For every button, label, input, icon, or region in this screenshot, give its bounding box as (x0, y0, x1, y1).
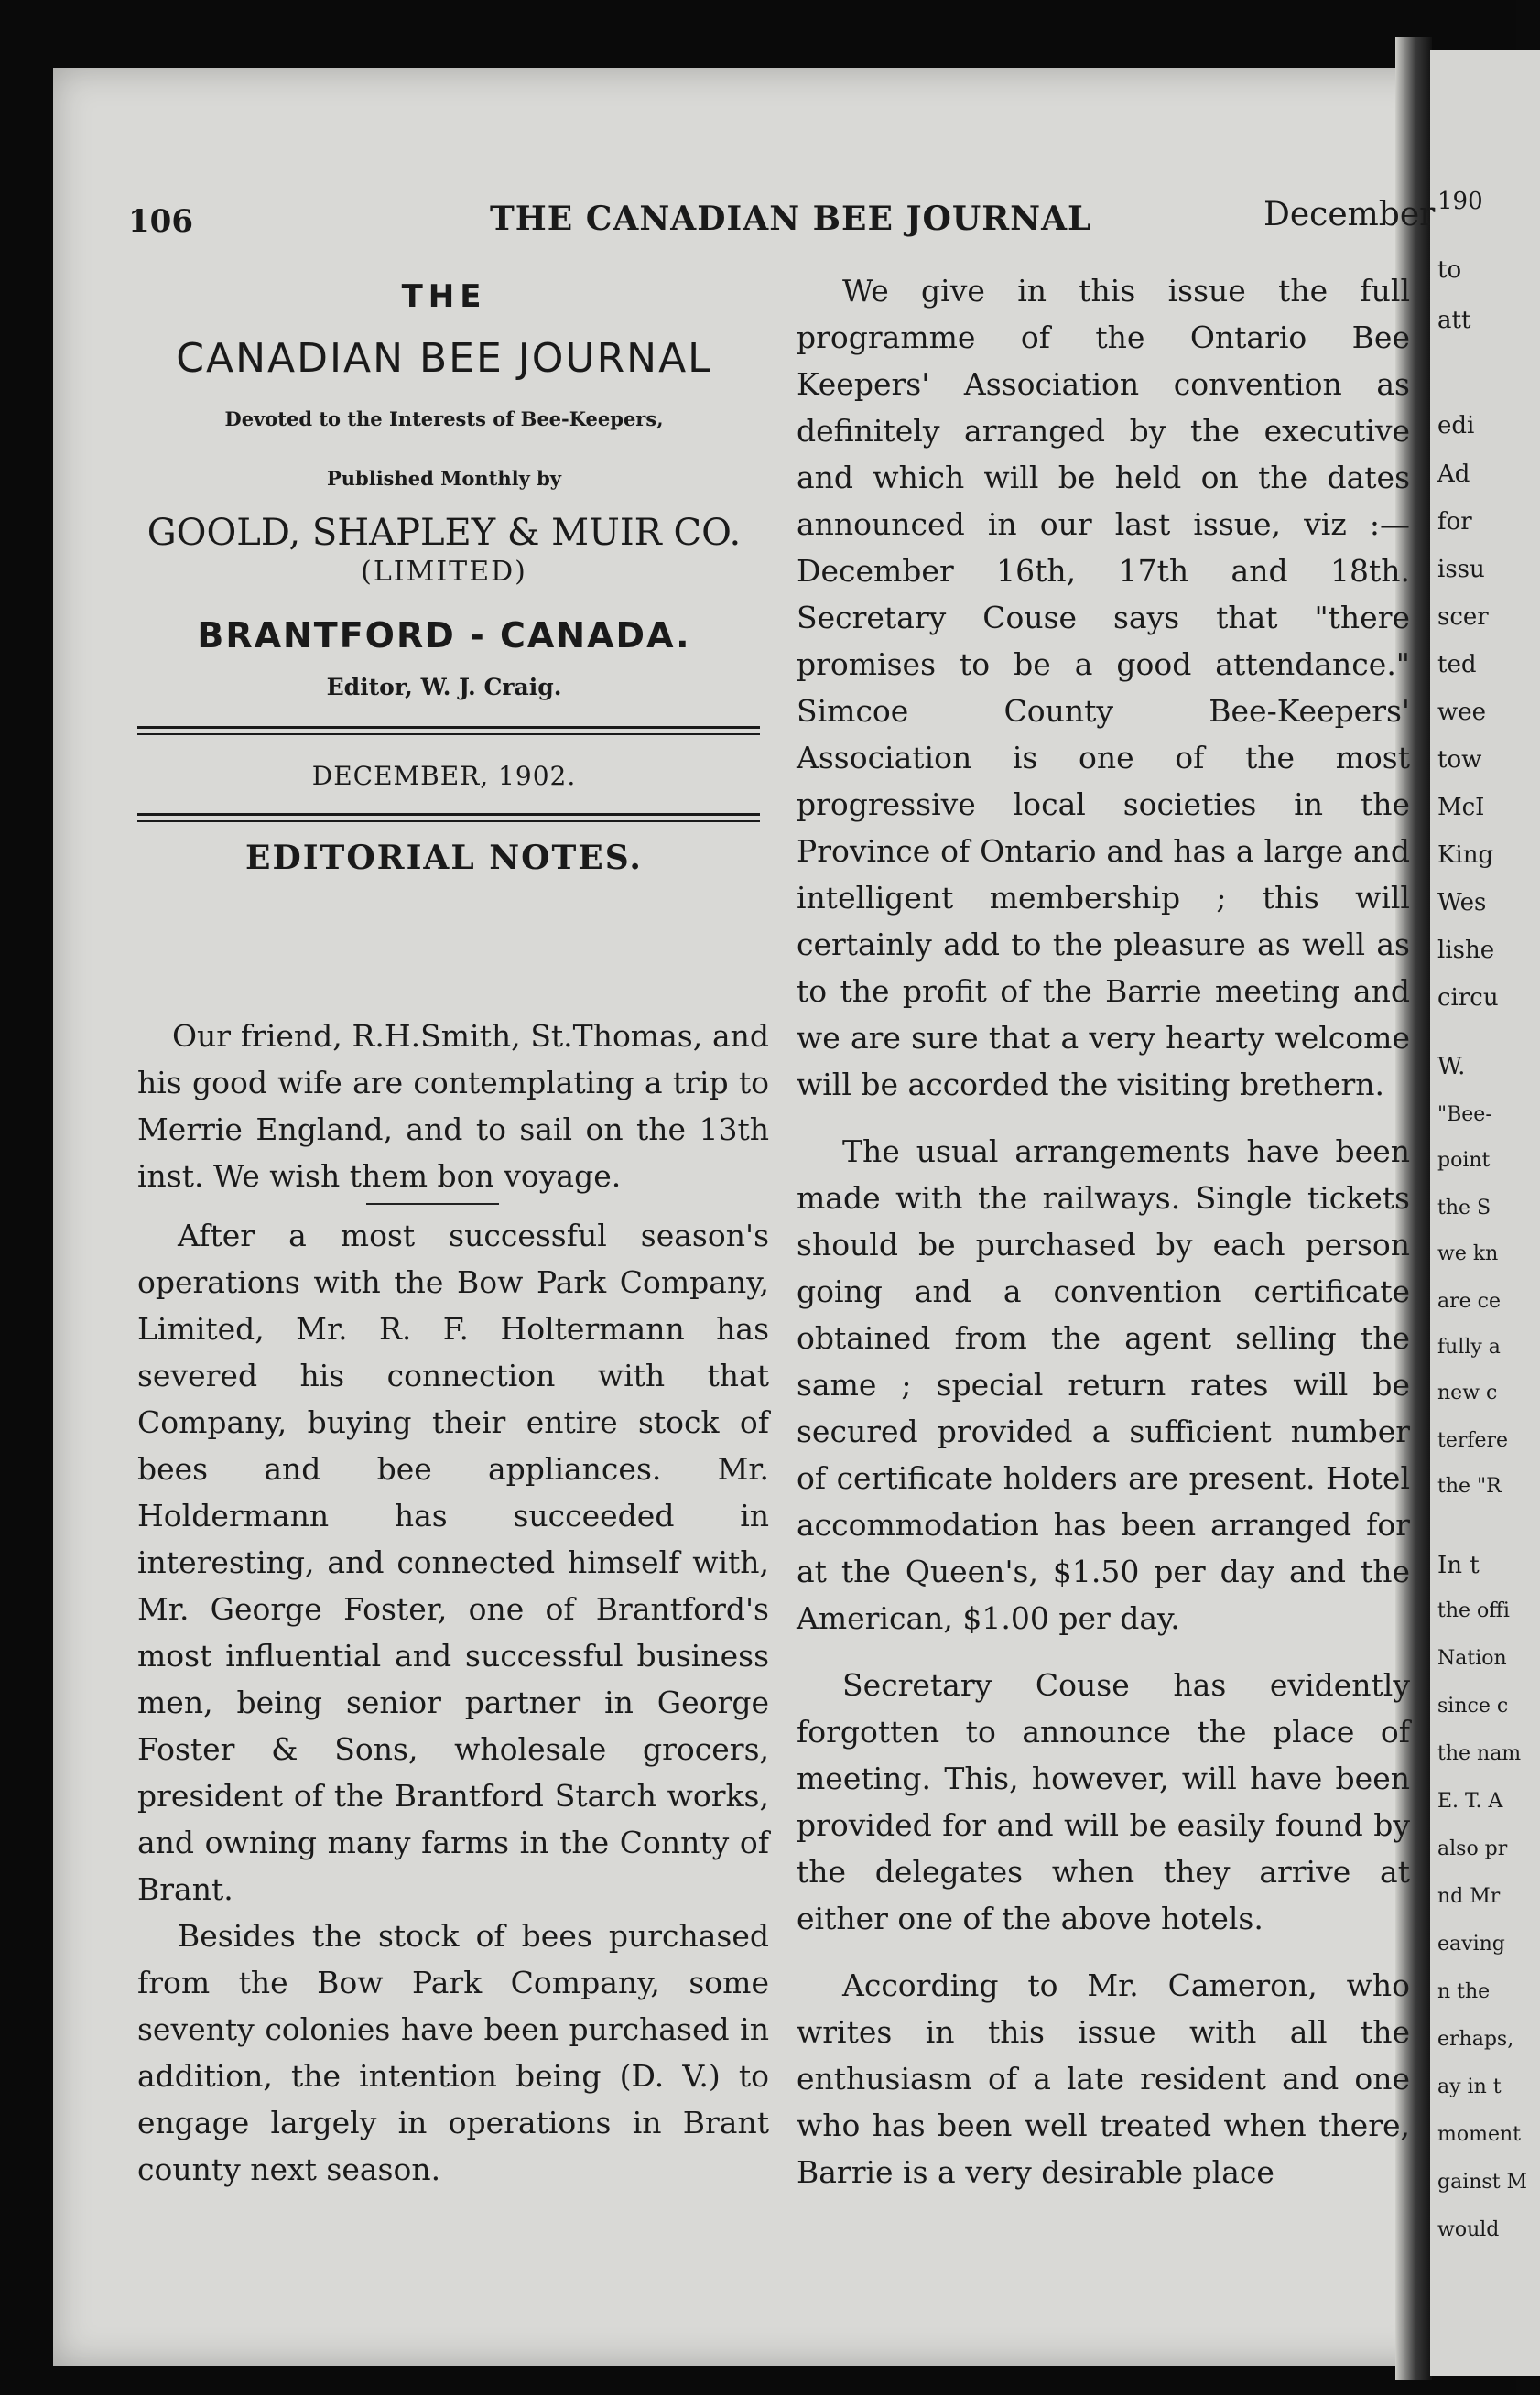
masthead-the: THE (401, 278, 487, 315)
publisher-limited: (LIMITED) (361, 556, 527, 588)
next-page-fragment: 190 (1437, 188, 1483, 215)
next-page-fragment: for (1437, 508, 1472, 536)
devoted-line: Devoted to the Interests of Bee-Keepers, (224, 407, 664, 430)
next-page-fragment: the nam (1437, 1742, 1522, 1765)
short-rule (366, 1203, 499, 1205)
next-page-fragment: n the (1437, 1980, 1491, 2003)
next-page-fragment: terfere (1437, 1429, 1509, 1452)
double-rule (137, 726, 760, 735)
next-page-fragment: ted (1437, 651, 1477, 678)
next-page-fragment: point (1437, 1149, 1491, 1172)
next-page-fragment: to (1437, 256, 1462, 284)
next-page-fragment: erhaps, (1437, 2028, 1514, 2051)
publisher-name: GOOLD, SHAPLEY & MUIR CO. (146, 512, 742, 554)
page-header (128, 192, 1436, 240)
next-page-fragment: new c (1437, 1382, 1498, 1404)
left-column (137, 1013, 769, 2193)
editor-line: Editor, W. J. Craig. (326, 674, 562, 700)
paragraph: Our friend, R.H.Smith, St.Thomas, and his good wife are contemplating a trip to Merrie England, and to sail on the 13th inst. We wish them bon voyage. (137, 1018, 769, 1194)
next-page-edge (1430, 50, 1540, 2376)
next-page-fragment: the offi (1437, 1599, 1510, 1622)
next-page-fragment: gainst M (1437, 2171, 1528, 2194)
next-page-fragment: McI (1437, 794, 1485, 821)
publisher-city: BRANTFORD - CANADA. (197, 615, 691, 656)
next-page-fragment: the S (1437, 1197, 1491, 1219)
paragraph: After a most successful season's operations with the Bow Park Company, Limited, Mr. R. F. Holtermann has severed his connection with that Company, buying their entire stock of bees and bee appliances. Mr. Holdermann has succeeded in interesting, and connected himself with, Mr. George Foster, one of Brantford's most influential and successful business men, being senior partner in George Foster & Sons, wholesale grocers, president of the Brantford Starch works, and owning many farms in the Connty of Brant. (137, 1218, 769, 1907)
journal-title: CANADIAN BEE JOURNAL (176, 335, 712, 382)
paragraph: The usual arrangements have been made with the railways. Single tickets should be purchased by each person going and a convention certificate obtained from the agent selling the same ; special return rates will be secured provided a sufficient number of certificate holders are present. Hotel accommodation has been arranged for at the Queen's, $1.50 per day and the American, $1.00 per day. (797, 1133, 1410, 1636)
paragraph: According to Mr. Cameron, who writes in this issue with all the enthusiasm of a late resident and one who has been well treated when there, Barrie is a very desirable place (797, 1967, 1410, 2190)
double-rule (137, 813, 760, 822)
next-page-fragment: scer (1437, 603, 1489, 631)
section-heading: EDITORIAL NOTES. (245, 839, 643, 877)
running-title: THE CANADIAN BEE JOURNAL (490, 200, 1092, 238)
next-page-fragment: the "R (1437, 1475, 1502, 1498)
next-page-fragment: are ce (1437, 1290, 1501, 1313)
next-page-fragment: ay in t (1437, 2075, 1502, 2098)
issue-date: DECEMBER, 1902. (311, 761, 577, 791)
published-line: Published Monthly by (326, 467, 561, 490)
next-page-fragment: also pr (1437, 1837, 1508, 1860)
next-page-fragment: moment (1437, 2123, 1521, 2146)
next-page-fragment: lishe (1437, 937, 1495, 964)
next-page-fragment: E. T. A (1437, 1790, 1503, 1813)
next-page-fragment: fully a (1437, 1336, 1501, 1359)
next-page-fragment: In t (1437, 1552, 1480, 1579)
right-column (797, 267, 1410, 2216)
next-page-fragment: "Bee- (1437, 1103, 1492, 1126)
page-number: 106 (128, 203, 193, 240)
next-page-fragment: W. (1437, 1053, 1466, 1080)
next-page-fragment: would (1437, 2218, 1500, 2241)
next-page-fragment: Nation (1437, 1647, 1507, 1670)
paragraph: We give in this issue the full programme of the Ontario Bee Keepers' Association convention as definitely arranged by the executive and which will be held on the dates announced in our last issue, viz :—December 16th, 17th and 18th. Secretary Couse says that "there promises to be a good attendance." Simcoe County Bee-Keepers' Association is one of the most progressive local societies in the Province of Ontario and has a large and intelligent membership ; this will certainly add to the pleasure as well as to the profit of the Barrie meeting and we are sure that a very hearty welcome will be accorded the visiting brethern. (797, 273, 1410, 1102)
paragraph: Secretary Couse has evidently forgotten to announce the place of meeting. This, however, will have been provided for and will be easily found by the delegates when they arrive at either one of the above hotels. (797, 1667, 1410, 1936)
header-month: December (1263, 196, 1436, 233)
next-page-fragment: tow (1437, 746, 1482, 774)
next-page-fragment: Wes (1437, 889, 1487, 916)
next-page-fragment: circu (1437, 984, 1499, 1012)
next-page-fragment: issu (1437, 556, 1485, 583)
paragraph: Besides the stock of bees purchased from the Bow Park Company, some seventy colonies have been purchased in addition, the intention being (D. V.) to engage largely in operations in Brant county next season. (137, 1918, 769, 2187)
masthead (128, 275, 760, 877)
next-page-fragment: att (1437, 307, 1471, 334)
next-page-fragment: eaving (1437, 1933, 1505, 1956)
next-page-fragment: edi (1437, 412, 1475, 439)
next-page-fragment: Ad (1437, 461, 1470, 488)
next-page-fragment: nd Mr (1437, 1885, 1501, 1908)
next-page-fragment: since c (1437, 1695, 1509, 1718)
next-page-fragment: we kn (1437, 1242, 1499, 1265)
next-page-fragment: wee (1437, 699, 1487, 726)
next-page-fragment: King (1437, 841, 1494, 869)
